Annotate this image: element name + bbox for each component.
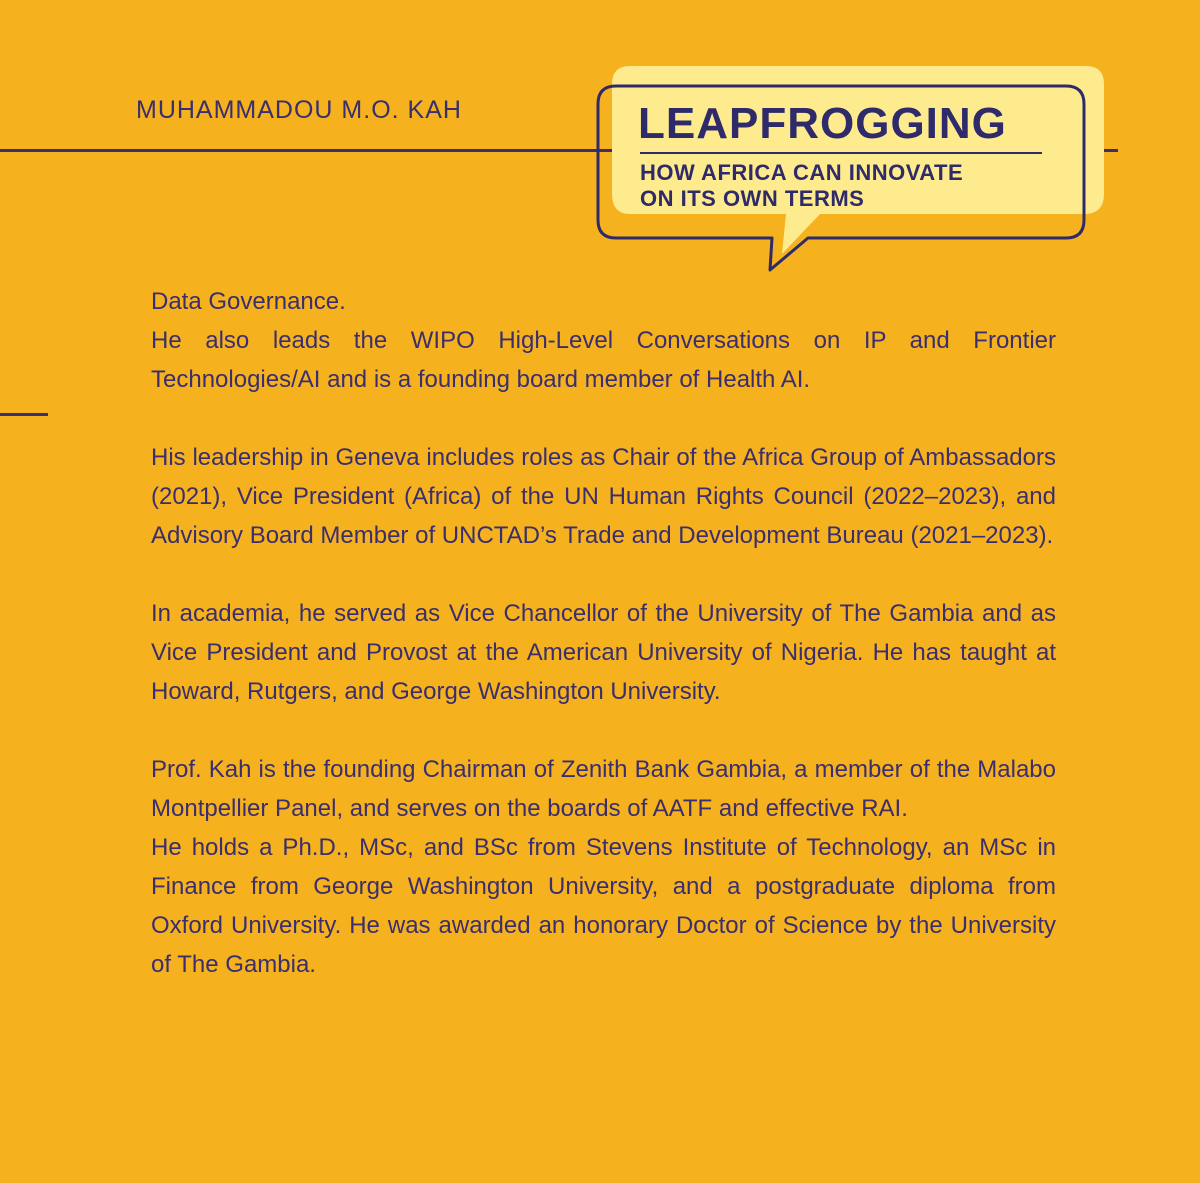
paragraph: Prof. Kah is the founding Chairman of Zenith Bank Gambia, a member of the Malabo Montpellier Panel, and serves on the boards of AATF and effective RAI. (151, 756, 1056, 822)
paragraph: His leadership in Geneva includes roles as Chair of the Africa Group of Ambassadors (2021), Vice President (Africa) of the UN Human Rights Council (2022–2023), and Advisory Board Member of UNCTAD’s Trade and Development Bureau (2021–2023). (151, 444, 1056, 549)
subtitle-line-1: HOW AFRICA CAN INNOVATE (640, 160, 964, 185)
book-subtitle (640, 160, 963, 212)
paragraph: He also leads the WIPO High-Level Conversations on IP and Frontier Technologies/AI and is a founding board member of Health AI. (151, 327, 1056, 393)
subtitle-line-2: ON ITS OWN TERMS (640, 186, 865, 211)
paragraph: He holds a Ph.D., MSc, and BSc from Stevens Institute of Technology, an MSc in Finance from George Washington University, and a postgraduate diploma from Oxford University. He was awarded an honorary Doctor of Science by the University of The Gambia. (151, 834, 1056, 978)
paragraph: Data Governance. (151, 288, 346, 315)
biography-text (151, 282, 1056, 984)
paragraph: In academia, he served as Vice Chancellor of the University of The Gambia and as Vice President and Provost at the American University of Nigeria. He has taught at Howard, Rutgers, and George Washington University. (151, 600, 1056, 705)
book-title: LEAPFROGGING (638, 99, 1007, 148)
author-name: MUHAMMADOU M.O. KAH (136, 96, 462, 124)
title-divider (640, 152, 1042, 154)
margin-rule (0, 413, 48, 416)
